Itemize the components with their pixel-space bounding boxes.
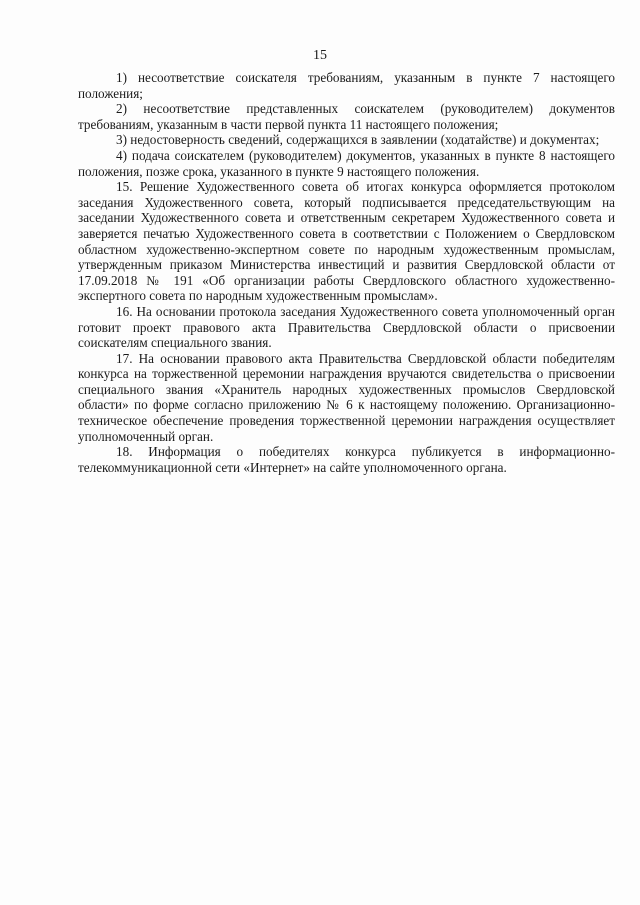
page-number: 15 <box>313 48 327 63</box>
paragraph-item-2: 2) несоответствие представленных соискателем (руководителем) документов требованиям, указанным в части первой пункта 11 настоящего положения; <box>78 101 615 132</box>
paragraph-item-3: 3) недостоверность сведений, содержащихся в заявлении (ходатайстве) и документах; <box>116 132 600 148</box>
paragraph-item-1: 1) несоответствие соискателя требованиям, указанным в пункте 7 настоящего положения; <box>78 70 615 101</box>
document-body <box>78 70 615 475</box>
paragraph-16: 16. На основании протокола заседания Художественного совета уполномоченный орган готовит проект правового акта Правительства Свердловской области о присвоении соискателям специального звания. <box>78 303 615 351</box>
paragraph-15: 15. Решение Художественного совета об итогах конкурса оформляется протоколом заседания Художественного совета, который подписывается председательствующим на заседании Художественного совета и ответственным секретарем Художественного совета и заверяется печатью Художественного совета в соответствии с Положением о Свердловском областном художественно-экспертном совете по народным художественным промыслам, утвержденным приказом Министерства инвестиций и развития Свердловской области от 17.09.2018 № 191 «Об организации работы Свердловского областного художественно-экспертного совета по народным художественным промыслам». <box>78 179 615 304</box>
paragraph-item-4: 4) подача соискателем (руководителем) документов, указанных в пункте 8 настоящего положения, позже срока, указанного в пункте 9 настоящего положения. <box>78 147 615 179</box>
paragraph-17: 17. На основании правового акта Правительства Свердловской области победителям конкурса на торжественной церемонии награждения вручаются свидетельства о присвоении специального звания «Хранитель народных художественных промыслов Свердловской области» по форме согласно приложению № 6 к настоящему положению. Организационно-техническое обеспечение проведения торжественной церемонии награждения осуществляет уполномоченный орган. <box>78 350 615 444</box>
paragraph-18: 18. Информация о победителях конкурса публикуется в информационно-телекоммуникационной сети «Интернет» на сайте уполномоченного органа. <box>78 444 615 475</box>
